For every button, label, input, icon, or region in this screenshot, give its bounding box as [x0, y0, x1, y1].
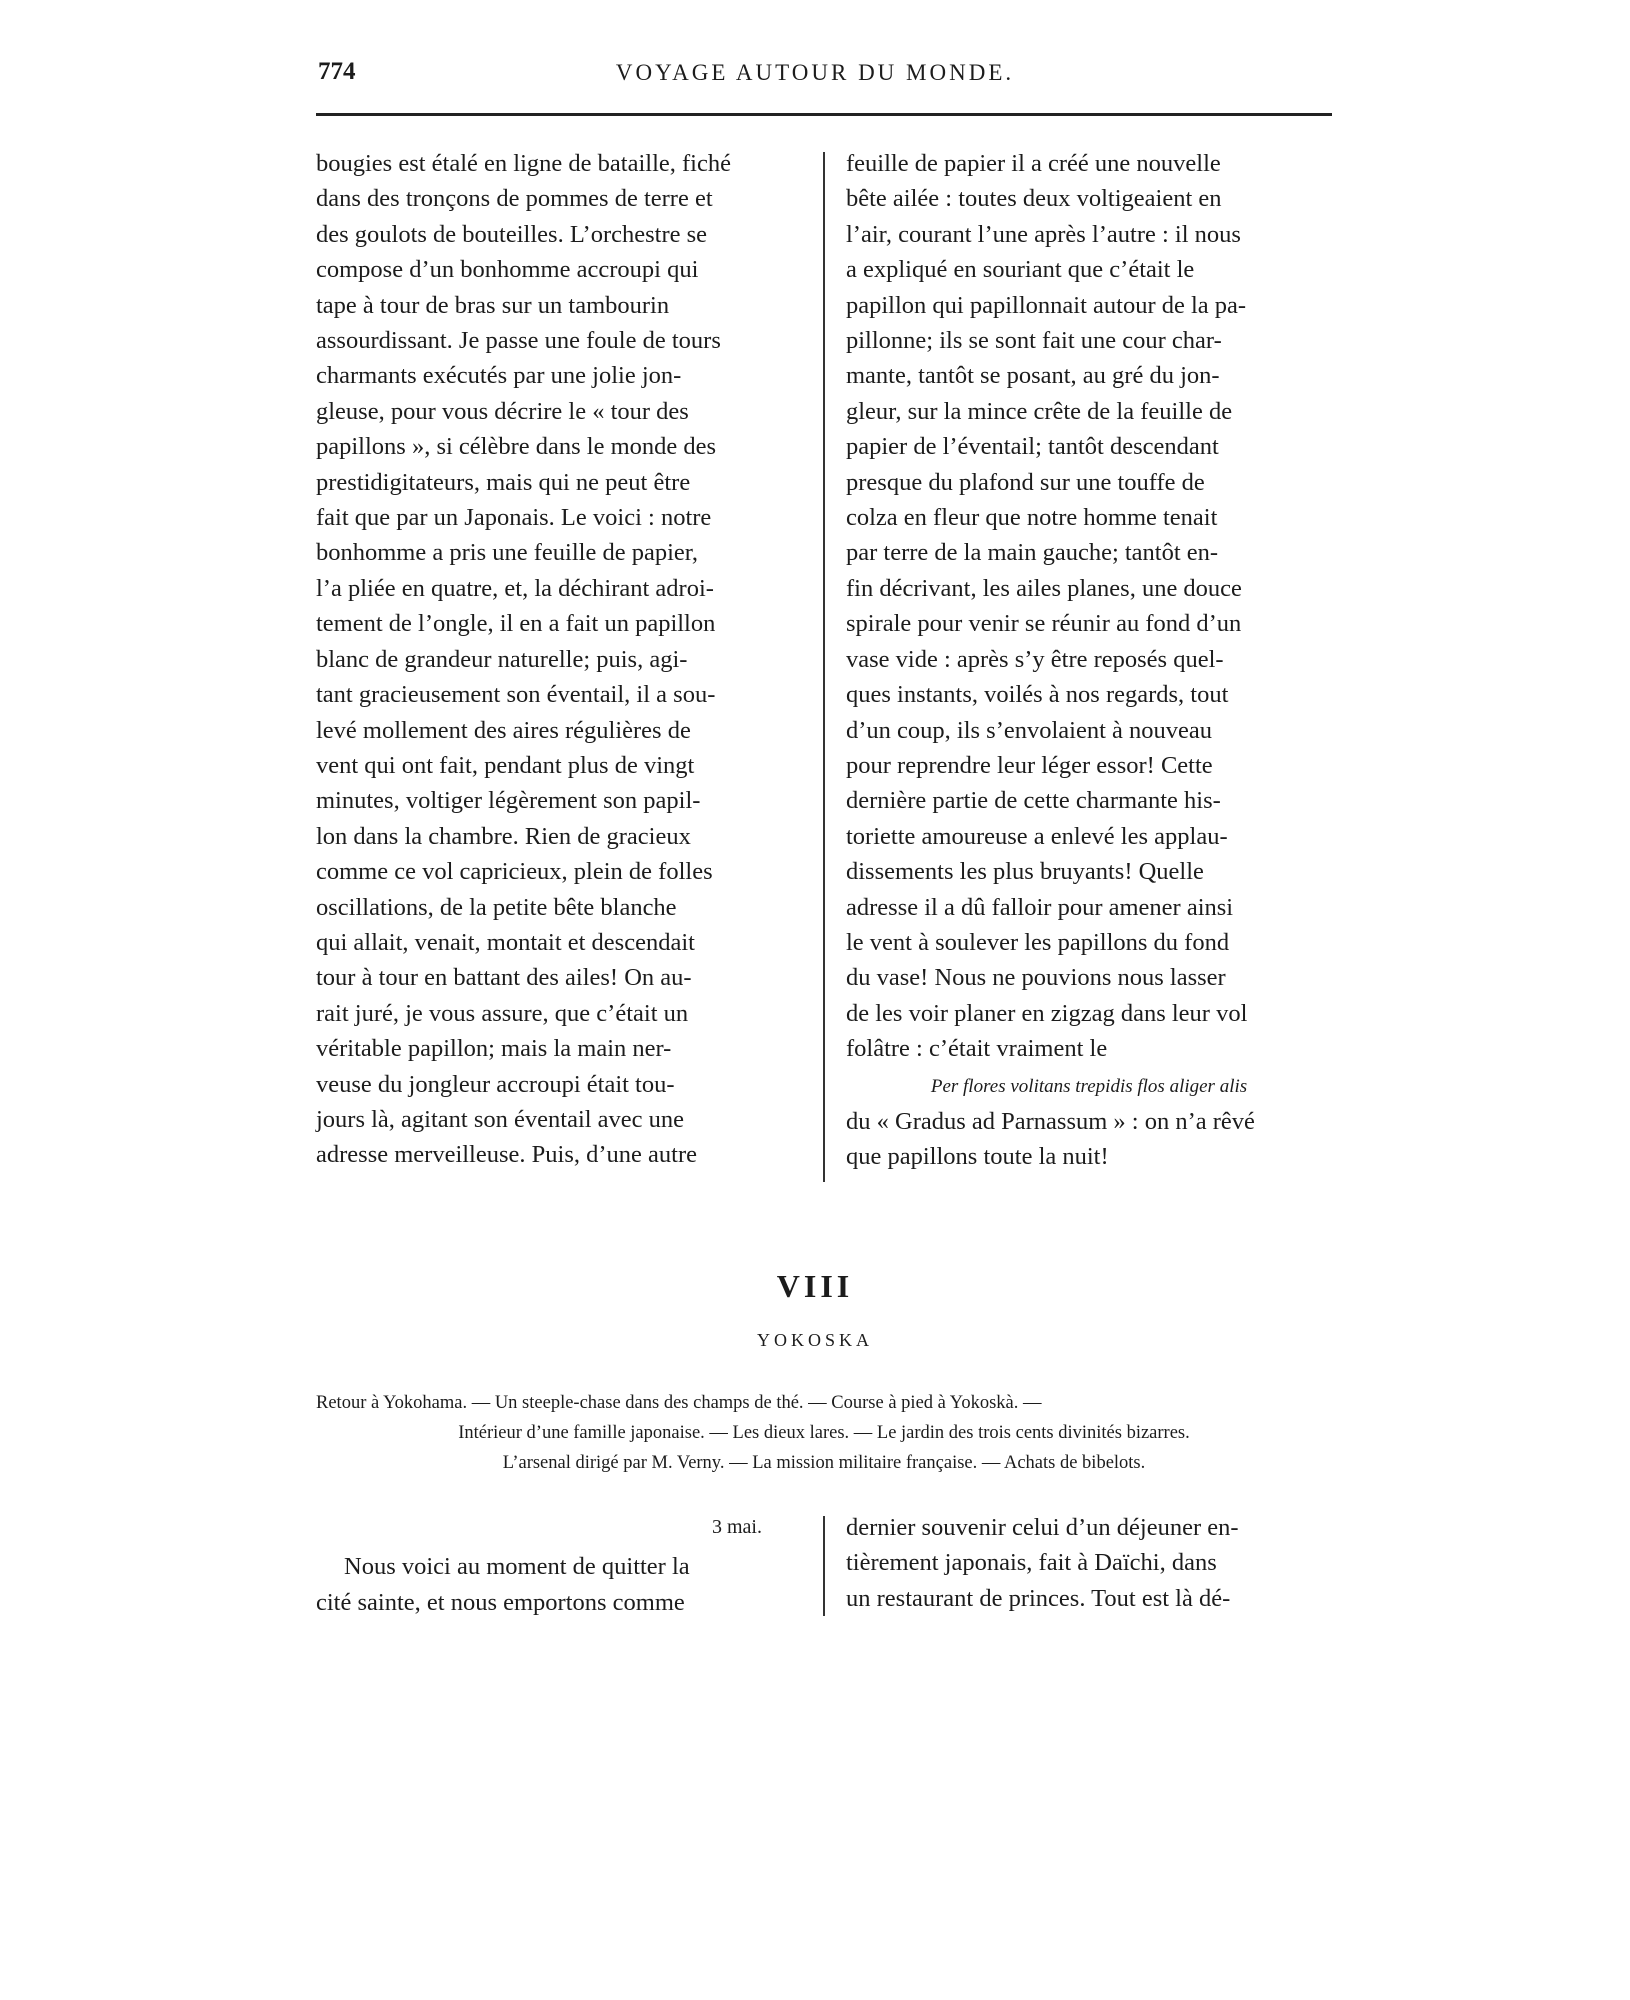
- text-line: a expliqué en souriant que c’était le: [846, 256, 1195, 284]
- right-column-2: [846, 1510, 1332, 1616]
- text-line: dernier souvenir celui d’un déjeuner en-: [846, 1514, 1239, 1541]
- text-line: dans des tronçons de pommes de terre et: [316, 185, 713, 213]
- left-column-2: [316, 1510, 802, 1620]
- text-line: que papillons toute la nuit!: [846, 1143, 1109, 1171]
- summary-line: Intérieur d’une famille japonaise. — Les dieux lares. — Le jardin des trois cents divinités bizarres.: [458, 1423, 1190, 1443]
- column-divider-2: [823, 1516, 825, 1616]
- text-line: bonhomme a pris une feuille de papier,: [316, 539, 699, 567]
- text-line: du vase! Nous ne pouvions nous lasser: [846, 964, 1226, 992]
- text-line: tape à tour de bras sur un tambourin: [316, 291, 670, 319]
- running-title: VOYAGE AUTOUR DU MONDE.: [615, 60, 1015, 85]
- text-line: assourdissant. Je passe une foule de tours: [316, 327, 721, 355]
- left-column-1: [316, 146, 802, 1173]
- text-line: rait juré, je vous assure, que c’était un: [316, 999, 689, 1027]
- text-line: papier de l’éventail; tantôt descendant: [846, 433, 1219, 461]
- text-line: vent qui ont fait, pendant plus de vingt: [316, 751, 695, 779]
- page-number: 774: [318, 58, 356, 85]
- text-line: papillon qui papillonnait autour de la pa-: [846, 291, 1247, 319]
- right-column-1: [846, 146, 1332, 1175]
- text-line: pour reprendre leur léger essor! Cette: [846, 751, 1213, 779]
- date-line: 3 mai.: [712, 1516, 762, 1538]
- text-line: adresse merveilleuse. Puis, d’une autre: [316, 1141, 697, 1169]
- text-line: dissements les plus bruyants! Quelle: [846, 858, 1204, 886]
- text-line: papillons », si célèbre dans le monde des: [316, 433, 717, 461]
- text-line: feuille de papier il a créé une nouvelle: [846, 150, 1221, 177]
- text-line: colza en fleur que notre homme tenait: [846, 504, 1218, 532]
- text-line: lon dans la chambre. Rien de gracieux: [316, 822, 691, 850]
- summary-line: Retour à Yokohama. — Un steeple-chase dans des champs de thé. — Course à pied à Yokoskà. —: [316, 1393, 1042, 1413]
- chapter-title: YOKOSKA: [756, 1330, 873, 1350]
- text-line: l’a pliée en quatre, et, la déchirant adroi-: [316, 574, 714, 602]
- text-line: folâtre : c’était vraiment le: [846, 1035, 1108, 1063]
- text-line: véritable papillon; mais la main ner-: [316, 1035, 672, 1063]
- text-line: oscillations, de la petite bête blanche: [316, 893, 677, 921]
- text-line: tant gracieusement son éventail, il a sou-: [316, 681, 716, 709]
- text-line: gleur, sur la mince crête de la feuille de: [846, 397, 1233, 425]
- text-line: tement de l’ongle, il en a fait un papillon: [316, 610, 716, 638]
- text-line: cité sainte, et nous emportons comme: [316, 1588, 685, 1616]
- text-line: tièrement japonais, fait à Daïchi, dans: [846, 1549, 1217, 1577]
- text-line: veuse du jongleur accroupi était tou-: [316, 1070, 675, 1098]
- text-line: pillonne; ils se sont fait une cour char-: [846, 327, 1222, 355]
- text-line: ques instants, voilés à nos regards, tout: [846, 681, 1229, 709]
- text-line: le vent à soulever les papillons du fond: [846, 928, 1230, 956]
- text-line: minutes, voltiger légèrement son papil-: [316, 787, 701, 815]
- text-line: adresse il a dû falloir pour amener ainsi: [846, 893, 1234, 921]
- text-line: du « Gradus ad Parnassum » : on n’a rêvé: [846, 1107, 1255, 1135]
- latin-quote: Per flores volitans trepidis flos aliger alis: [930, 1075, 1248, 1097]
- text-line: par terre de la main gauche; tantôt en-: [846, 539, 1219, 567]
- text-line: comme ce vol capricieux, plein de folles: [316, 858, 713, 886]
- text-line: un restaurant de princes. Tout est là dé-: [846, 1584, 1231, 1612]
- summary-line: L’arsenal dirigé par M. Verny. — La mission militaire française. — Achats de bibelots.: [502, 1453, 1146, 1473]
- text-line: blanc de grandeur naturelle; puis, agi-: [316, 645, 688, 673]
- text-line: gleuse, pour vous décrire le « tour des: [316, 397, 689, 425]
- text-line: toriette amoureuse a enlevé les applau-: [846, 822, 1228, 850]
- text-line: jours là, agitant son éventail avec une: [316, 1105, 685, 1133]
- text-line: tour à tour en battant des ailes! On au-: [316, 964, 692, 992]
- text-line: bougies est étalé en ligne de bataille, fiché: [316, 150, 731, 177]
- text-line: des goulots de bouteilles. L’orchestre se: [316, 220, 708, 248]
- text-line: fait que par un Japonais. Le voici : notre: [316, 504, 712, 532]
- text-line: charmants exécutés par une jolie jon-: [316, 362, 682, 390]
- text-line: bête ailée : toutes deux voltigeaient en: [846, 185, 1222, 213]
- text-line: mante, tantôt se posant, au gré du jon-: [846, 362, 1220, 390]
- text-line: presque du plafond sur une touffe de: [846, 468, 1205, 496]
- header-rule: [316, 113, 1332, 116]
- text-line: levé mollement des aires régulières de: [316, 716, 691, 744]
- text-line: vase vide : après s’y être reposés quel-: [846, 645, 1224, 673]
- text-line: Nous voici au moment de quitter la: [344, 1553, 690, 1581]
- text-line: de les voir planer en zigzag dans leur vol: [846, 999, 1248, 1027]
- text-line: qui allait, venait, montait et descendait: [316, 928, 695, 956]
- text-line: fin décrivant, les ailes planes, une douce: [846, 574, 1242, 602]
- text-line: dernière partie de cette charmante his-: [846, 787, 1221, 815]
- text-line: spirale pour venir se réunir au fond d’un: [846, 610, 1242, 638]
- chapter-summary: [316, 1388, 1332, 1478]
- column-divider-1: [823, 152, 825, 1182]
- text-line: prestidigitateurs, mais qui ne peut être: [316, 468, 691, 496]
- text-line: d’un coup, ils s’envolaient à nouveau: [846, 716, 1213, 744]
- text-line: compose d’un bonhomme accroupi qui: [316, 256, 699, 284]
- chapter-number: VIII: [776, 1268, 854, 1304]
- text-line: l’air, courant l’une après l’autre : il nous: [846, 220, 1241, 248]
